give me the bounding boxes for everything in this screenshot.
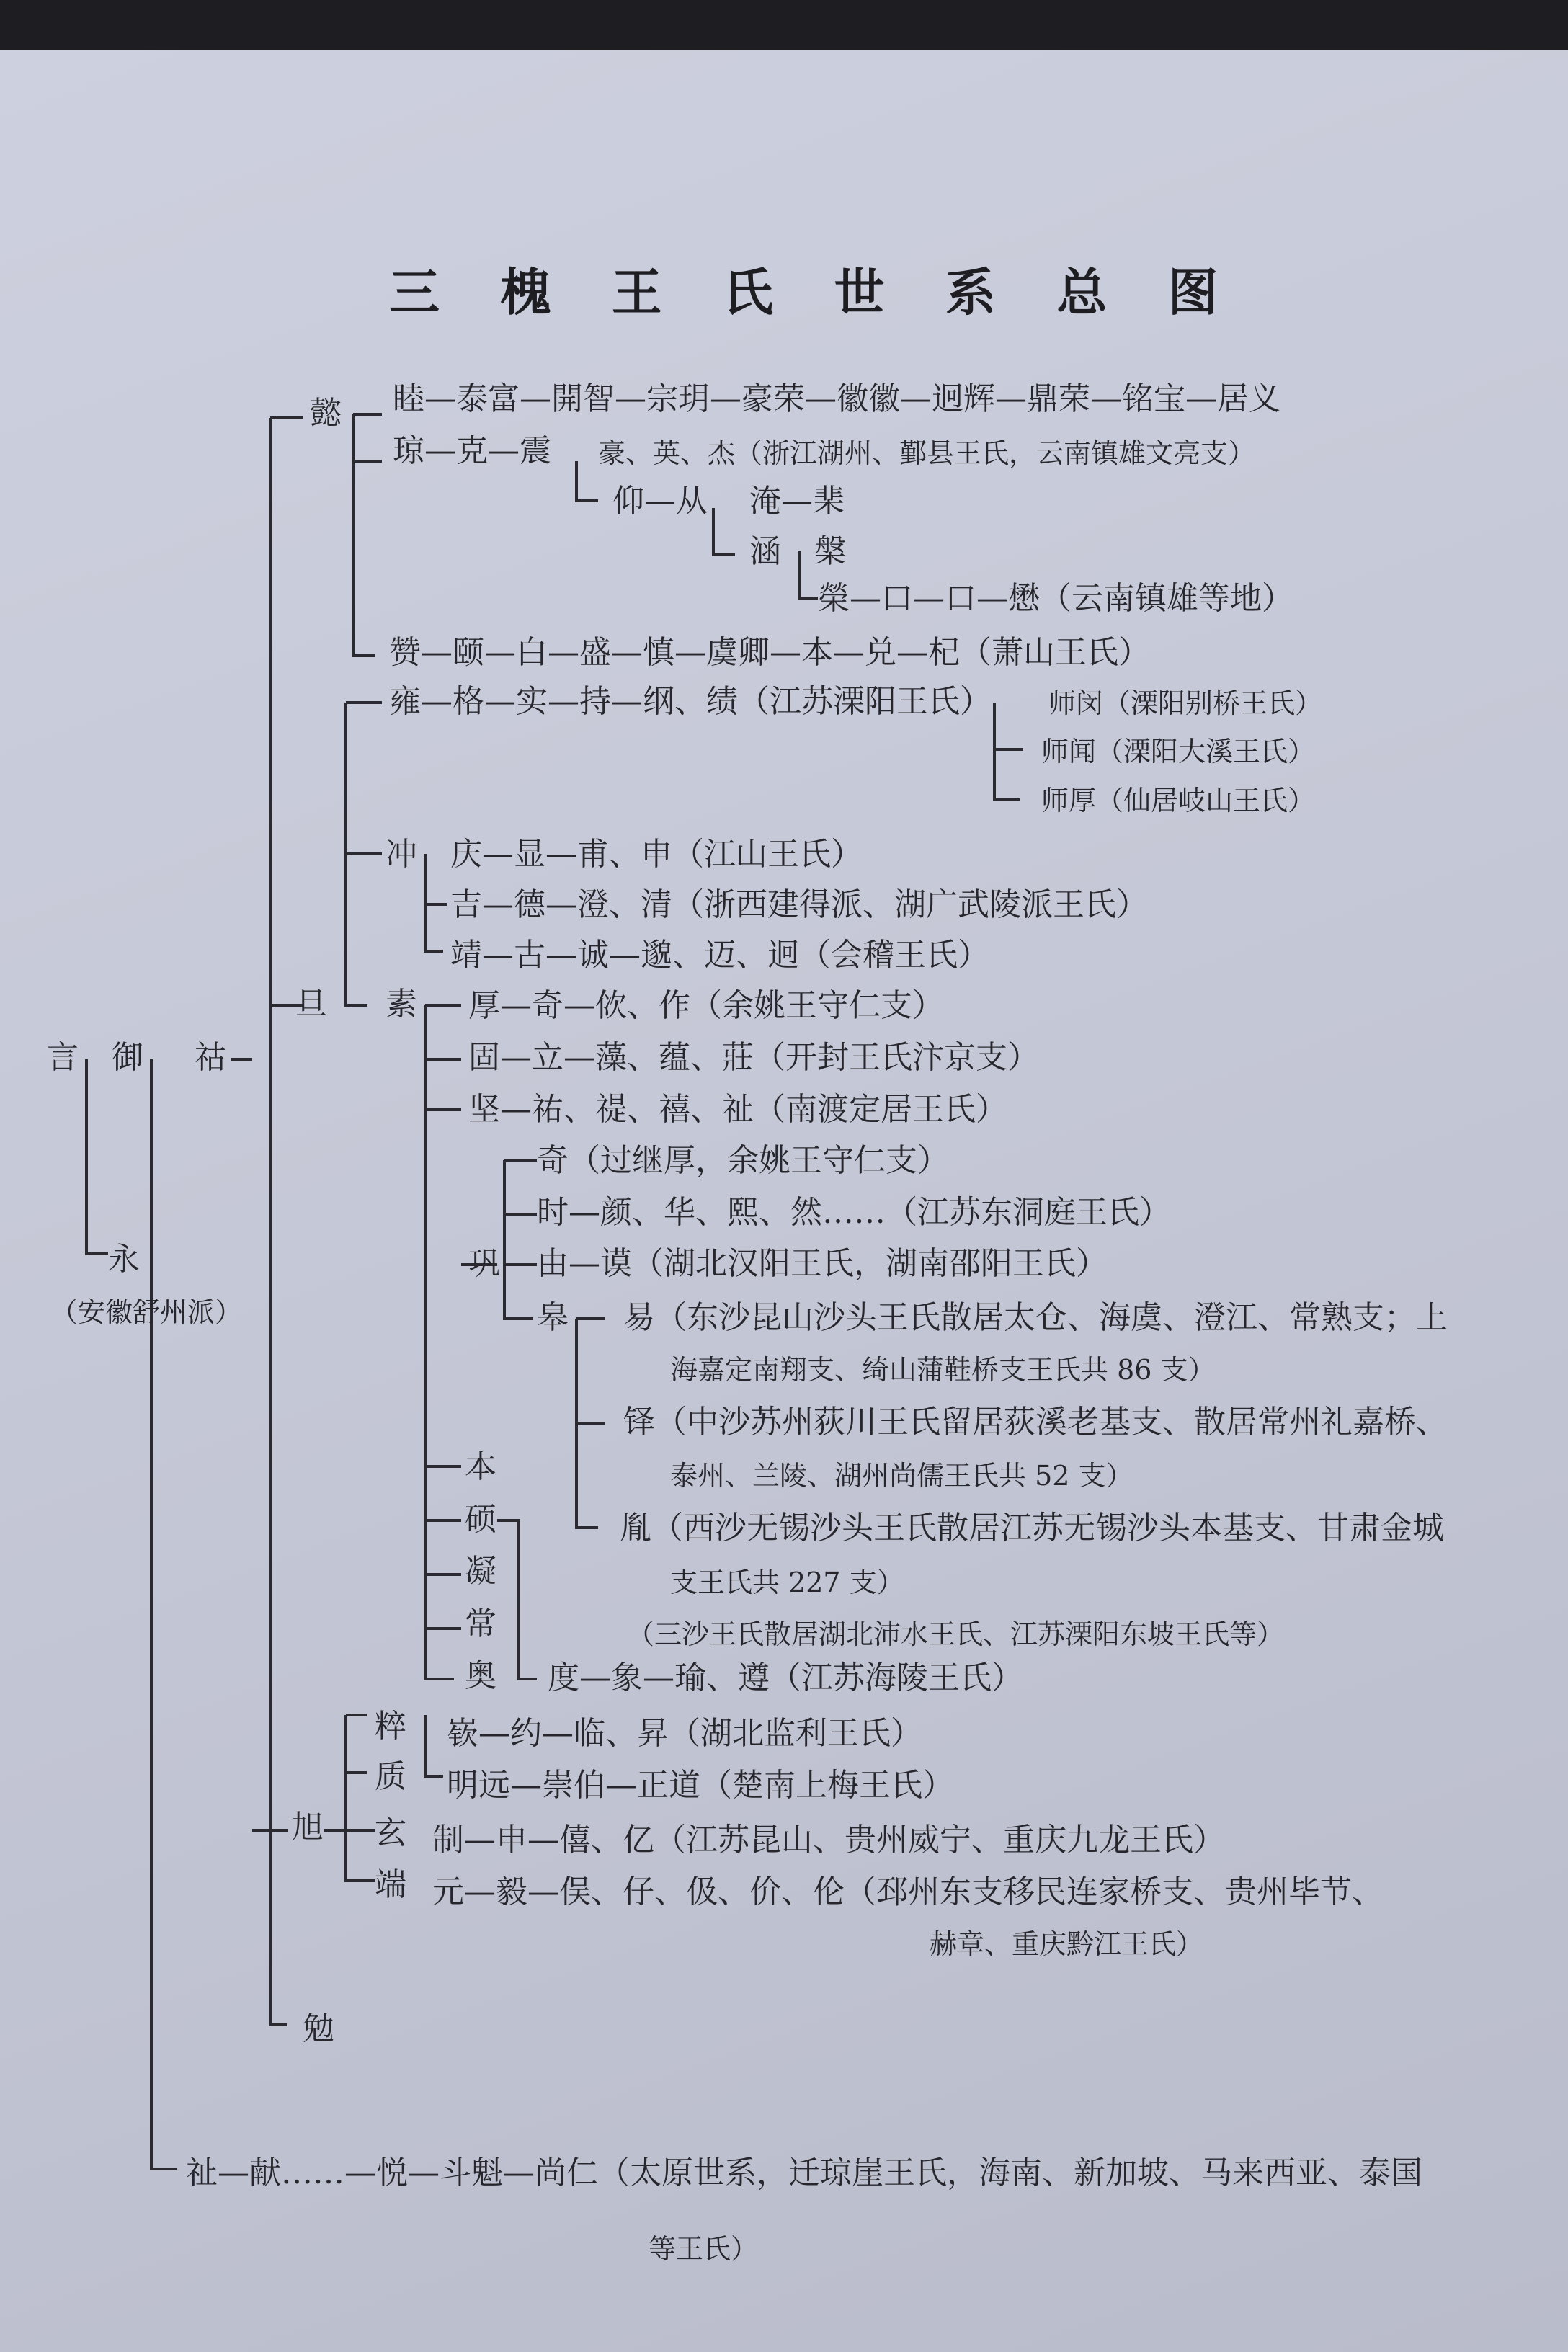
node-shihou: 师厚（仙居岐山王氏） — [1041, 785, 1316, 816]
note-sansha: （三沙王氏散居湖北沛水王氏、江苏溧阳东坡王氏等） — [627, 1618, 1285, 1650]
node-yong: 永 — [108, 1241, 140, 1278]
node-hu: 祜 — [195, 1039, 226, 1076]
node-shuo: 硕 — [465, 1501, 496, 1538]
node-yi: 懿 — [310, 395, 342, 432]
node-yan-root: 言 — [47, 1039, 79, 1076]
node-ning: 凝 — [465, 1553, 496, 1590]
node-ben: 本 — [465, 1448, 496, 1485]
line-mingyuan: 明远—崇伯—正道（楚南上梅王氏） — [447, 1767, 954, 1804]
line-yin: 胤（西沙无锡沙头王氏散居江苏无锡沙头本基支、甘肃金城 — [620, 1510, 1444, 1546]
node-han: 涵 — [749, 533, 781, 570]
node-cui: 粹 — [375, 1708, 406, 1745]
line-qing: 庆—显—甫、申（江山王氏） — [450, 836, 863, 873]
node-yan: 淹—棐 — [749, 483, 845, 520]
line-qi: 奇（过继厚，余姚王守仁支） — [537, 1142, 949, 1179]
line-yi: 易（东沙昆山沙头王氏散居太仓、海虞、澄江、常熟支；上 — [623, 1299, 1448, 1336]
line-yuan: 元—毅—俣、仔、伋、价、伦（邳州东支移民连家桥支、贵州毕节、 — [432, 1874, 1384, 1910]
node-duan: 端 — [375, 1866, 406, 1903]
note-hao: 豪、英、杰（浙江湖州、鄞县王氏，云南镇雄文亮支） — [598, 437, 1256, 469]
node-chang: 常 — [465, 1605, 496, 1642]
line-yuan-cont: 赫章、重庆黔江王氏） — [930, 1928, 1204, 1960]
line-qin: 嵚—约—临、昇（湖北监利王氏） — [447, 1715, 922, 1752]
line-ji: 吉—德—澄、清（浙西建得派、湖广武陵派王氏） — [450, 886, 1148, 923]
node-xuan: 玄 — [375, 1814, 406, 1851]
node-gong: 巩 — [468, 1245, 500, 1282]
line-hou: 厚—奇—佽、作（余姚王守仁支） — [468, 987, 944, 1024]
node-chong: 冲 — [386, 836, 417, 873]
node-shimin: 师闵（溧阳别桥王氏） — [1048, 687, 1323, 719]
line-du: 度—象—瑜、遵（江苏海陵王氏） — [548, 1660, 1023, 1696]
line-yong: 雍—格—实—持—纲、绩（江苏溧阳王氏） — [389, 683, 992, 720]
line-qiong: 琼—克—震 — [393, 432, 551, 469]
line-zhi-bottom-cont: 等王氏） — [649, 2233, 759, 2265]
line-you: 由—谟（湖北汉阳王氏，湖南邵阳王氏） — [537, 1245, 1108, 1282]
line-gu: 固—立—藻、蕴、莊（开封王氏汴京支） — [468, 1039, 1039, 1076]
line-zhi: 制—申—僖、亿（江苏昆山、贵州威宁、重庆九龙王氏） — [432, 1822, 1225, 1858]
line-zan: 赞—颐—白—盛—慎—虞卿—本—兑—杞（萧山王氏） — [389, 634, 1150, 671]
line-zhi-bottom: 祉—献……—悦—斗魁—尚仁（太原世系，迁琼崖王氏，海南、新加坡、马来西亚、泰国 — [186, 2155, 1422, 2191]
note-shuzhou: （安徽舒州派） — [50, 1296, 243, 1328]
node-gao: 皋 — [537, 1299, 569, 1336]
node-yu: 御 — [112, 1039, 143, 1076]
line-jing: 靖—古—诚—邈、迈、迥（会稽王氏） — [450, 937, 989, 974]
node-ao: 奥 — [465, 1657, 496, 1694]
node-mian: 勉 — [303, 2010, 334, 2047]
line-shi: 时—颜、华、熙、然……（江苏东洞庭王氏） — [537, 1194, 1171, 1231]
line-duo: 铎（中沙苏州荻川王氏留居荻溪老基支、散居常州礼嘉桥、 — [623, 1404, 1448, 1440]
node-su: 素 — [386, 986, 417, 1023]
node-shiwen: 师闻（溧阳大溪王氏） — [1041, 736, 1316, 767]
page-title: 三 槐 王 氏 世 系 总 图 — [389, 262, 1240, 322]
line-jian: 坚—祐、禔、禧、祉（南渡定居王氏） — [468, 1091, 1007, 1128]
node-pan: 槃 — [814, 533, 846, 570]
line-mu: 睦—泰富—開智—宗玥—豪荣—徽徽—迥辉—鼎荣—铭宝—居义 — [393, 380, 1280, 417]
node-zhi: 质 — [375, 1758, 406, 1795]
node-rong: 榮—口—口—懋（云南镇雄等地） — [818, 580, 1293, 617]
line-duo-cont: 泰州、兰陵、湖州尚儒王氏共 52 支） — [670, 1460, 1133, 1492]
node-xu: 旭 — [292, 1809, 324, 1845]
line-yin-cont: 支王氏共 227 支） — [670, 1567, 904, 1598]
line-yi-cont: 海嘉定南翔支、绮山蒲鞋桥支王氏共 86 支） — [670, 1354, 1216, 1386]
node-dan: 旦 — [295, 986, 327, 1023]
node-yang: 仰—从 — [612, 483, 708, 520]
